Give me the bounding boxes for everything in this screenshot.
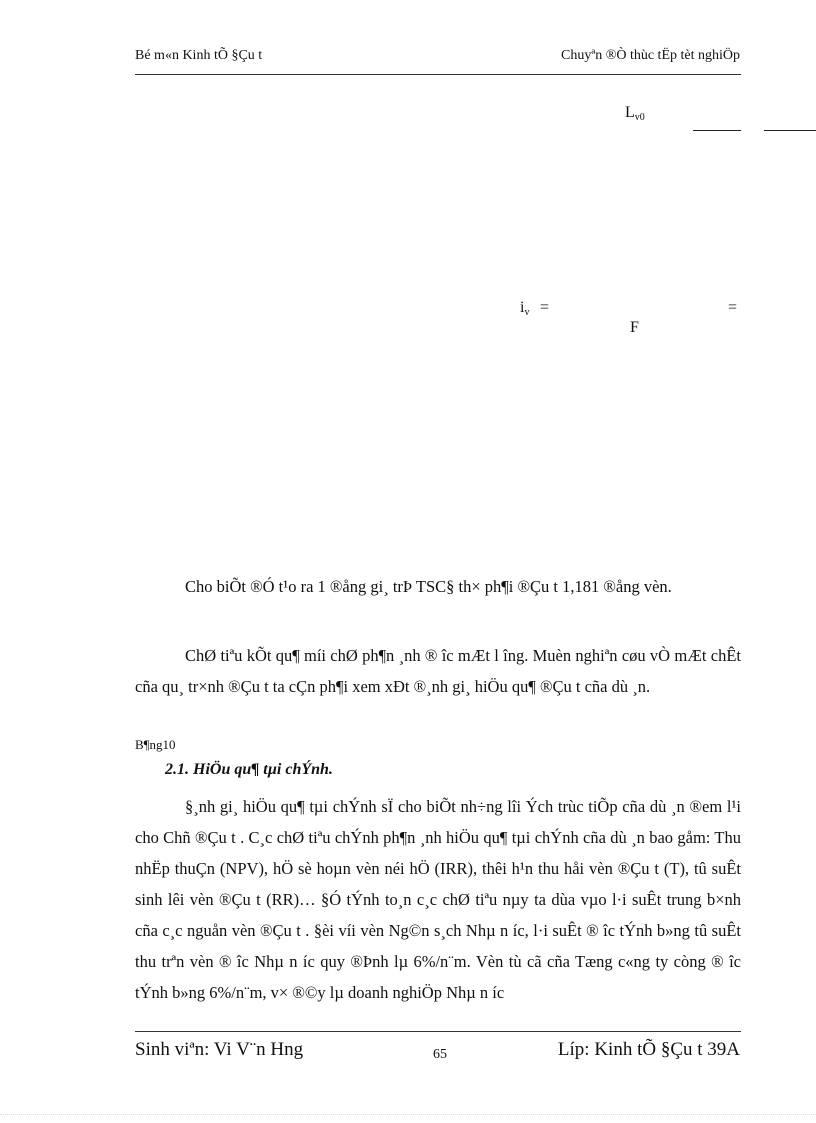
formula-i-v: $i_v$ [520, 299, 530, 318]
header-rule [135, 74, 741, 75]
body-paragraph-2: ChØ tiªu kÕt qu¶ míi chØ ph¶n ¸nh ® îc mÆt l îng. Muèn nghiªn cøu vÒ mÆt chÊt cña qu¸ tr×nh ®Çu t ta cÇn ph¶i xem xÐt ®¸nh gi¸ hiÖu qu¶ ®Çu t cña dù ¸n. [135, 646, 741, 696]
header-right: Chuyªn ®Ò thùc tËp tèt nghiÖp [561, 48, 740, 63]
footer-class: Líp: Kinh tÕ §Çu t 39A [557, 1039, 740, 1060]
formula-denominator: F [630, 319, 639, 336]
section-heading: 2.1. HiÖu qu¶ tµi chÝnh. [165, 761, 333, 778]
body-paragraph-1: Cho biÕt ®Ó t¹o ra 1 ®ång gi¸ trÞ TSC§ th× ph¶i ®Çu t 1,181 ®ång vèn. [185, 577, 672, 596]
footer-student: Sinh viªn: Vi V¨n Hng [135, 1039, 304, 1060]
page-number: 65 [433, 1047, 447, 1062]
table-label: B¶ng10 [135, 737, 176, 752]
header-left: Bé m«n Kinh tÕ §Çu t [135, 48, 263, 63]
page-edge-divider [0, 1114, 816, 1115]
formula-equals-right: = [728, 299, 738, 316]
formula-l-v0: $L_{v0}$ [625, 104, 645, 123]
formula-equals: = [540, 299, 550, 316]
formula-fraction-line [764, 130, 816, 131]
body-paragraph-3: §¸nh gi¸ hiÖu qu¶ tµi chÝnh sÏ cho biÕt nh÷ng lîi Ých trùc tiÕp cña dù ¸n ®em l¹i cho Chñ ®Çu t . C¸c chØ tiªu chÝnh ph¶n ¸nh hiÖu qu¶ tµi chÝnh cña dù ¸n bao gåm: Thu nhËp thuÇn (NPV), hÖ sè hoµn vèn néi hÖ (IRR), thêi h¹n thu håi vèn ®Çu t (T), tû suÊt sinh lêi vèn ®Çu t (RR)… §Ó tÝnh to¸n c¸c chØ tiªu nµy ta dùa vµo l·i suÊt trung b×nh cña c¸c nguån vèn ®Çu t . §èi víi vèn Ng©n s¸ch Nhµ n íc, l·i suÊt ® îc tÝnh b»ng tû suÊt thu trªn vèn ® îc Nhµ n íc quy ®Þnh lµ 6%/n¨m. Vèn tù cã cña Tæng c«ng ty còng ® îc tÝnh b»ng 6%/n¨m, v× ®©y lµ doanh nghiÖp Nhµ n íc [135, 797, 741, 1002]
formula-fraction-line [693, 130, 741, 131]
footer-rule [135, 1031, 741, 1032]
